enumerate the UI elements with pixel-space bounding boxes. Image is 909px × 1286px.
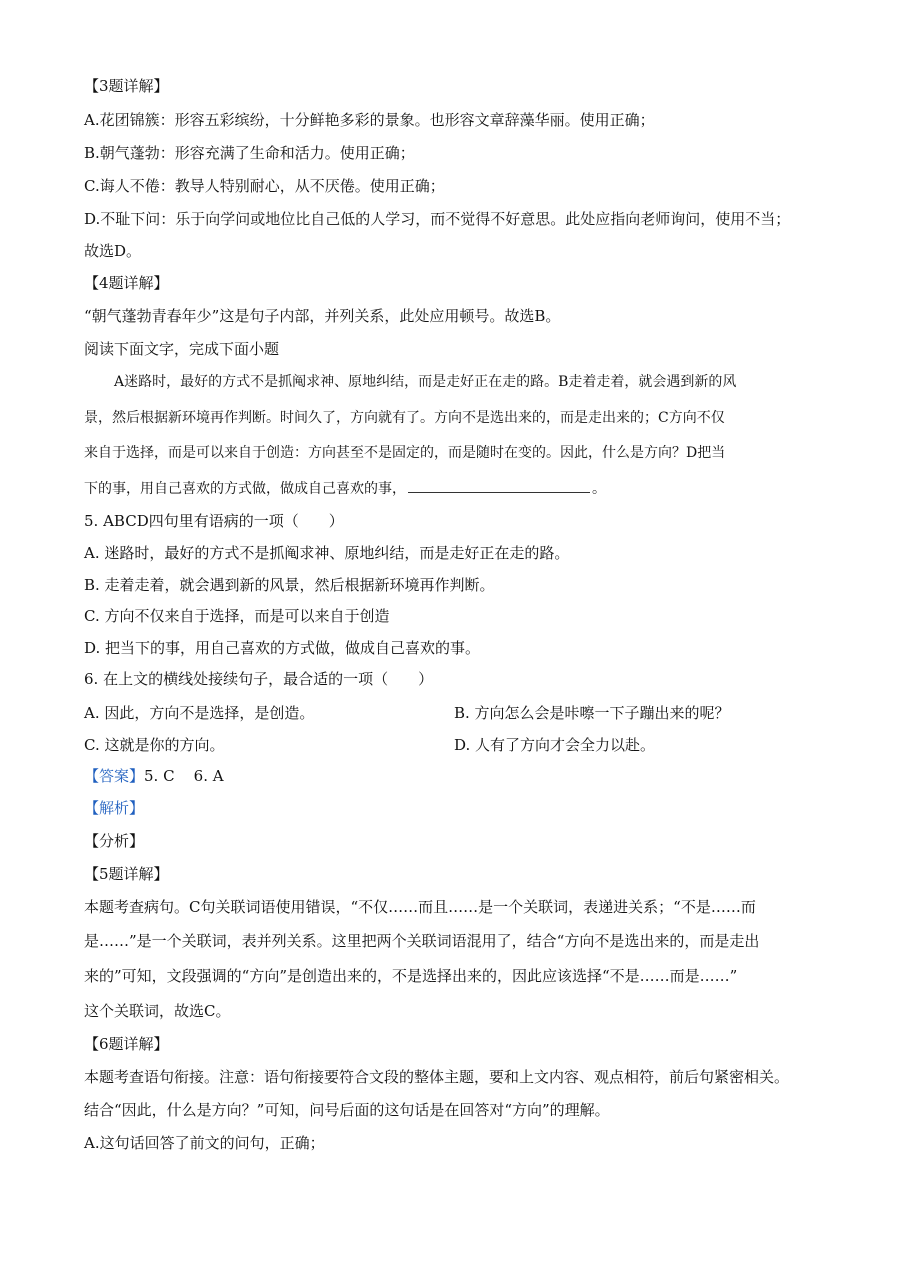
q4-heading: 【4题详解】 <box>84 274 169 292</box>
q3-option-c: C.诲人不倦：教导人特别耐心，从不厌倦。使用正确； <box>84 177 445 195</box>
q5-option-c: C. 方向不仅来自于选择，而是可以来自于创造 <box>84 607 390 625</box>
reading-instruction: 阅读下面文字，完成下面小题 <box>84 340 280 358</box>
passage-line-1: A迷路时，最好的方式不是抓阄求神、原地纠结，而是走好正在走的路。B走着走着，就会遇到新的风 <box>114 374 737 390</box>
answer-blank <box>408 478 590 493</box>
q6-option-b: B. 方向怎么会是咔嚓一下子蹦出来的呢？ <box>454 704 730 722</box>
q5-option-a: A. 迷路时，最好的方式不是抓阄求神、原地纠结，而是走好正在走的路。 <box>84 544 570 562</box>
passage-line-4 <box>84 478 606 499</box>
q6-detail-line-3: A.这句话回答了前文的问句，正确； <box>84 1134 325 1152</box>
passage-line-4-end: 。 <box>592 481 606 497</box>
q6-option-d: D. 人有了方向才会全力以赴。 <box>454 736 656 754</box>
q6-stem: 6. 在上文的横线处接续句子，最合适的一项（ ） <box>84 670 434 688</box>
q5-stem: 5. ABCD四句里有语病的一项（ ） <box>84 512 344 530</box>
q5-detail-line-1: 本题考查病句。C句关联词语使用错误，“不仅……而且……是一个关联词，表递进关系；“不是……而 <box>84 898 756 916</box>
q5-detail-line-3: 来的”可知，文段强调的“方向”是创造出来的，不是选择出来的，因此应该选择“不是……而是……” <box>84 967 738 985</box>
answer-line <box>84 766 224 786</box>
q5-detail-heading: 【5题详解】 <box>84 865 169 883</box>
q6-detail-line-2: 结合“因此，什么是方向？”可知，问号后面的这句话是在回答对“方向”的理解。 <box>84 1101 610 1119</box>
q5-option-d: D. 把当下的事，用自己喜欢的方式做，做成自己喜欢的事。 <box>84 639 481 657</box>
q6-option-a: A. 因此，方向不是选择，是创造。 <box>84 704 315 722</box>
q3-heading: 【3题详解】 <box>84 77 169 95</box>
q5-detail-line-4: 这个关联词，故选C。 <box>84 1002 231 1020</box>
q3-option-d: D.不耻下问：乐于向学问或地位比自己低的人学习，而不觉得不好意思。此处应指向老师询问，使用不当； <box>84 210 791 228</box>
fenxi-label: 【分析】 <box>84 832 145 850</box>
answer-value: 5. C 6. A <box>144 767 224 785</box>
passage-line-4-text: 下的事，用自己喜欢的方式做，做成自己喜欢的事， <box>84 481 406 497</box>
analysis-label: 【解析】 <box>84 799 145 817</box>
passage-line-2: 景，然后根据新环境再作判断。时间久了，方向就有了。方向不是选出来的，而是走出来的；C方向不仅 <box>84 410 725 426</box>
q5-option-b: B. 走着走着，就会遇到新的风景，然后根据新环境再作判断。 <box>84 576 495 594</box>
q6-option-c: C. 这就是你的方向。 <box>84 736 225 754</box>
q3-option-a: A.花团锦簇：形容五彩缤纷，十分鲜艳多彩的景象。也形容文章辞藻华丽。使用正确； <box>84 111 655 129</box>
q3-option-b: B.朝气蓬勃：形容充满了生命和活力。使用正确； <box>84 144 415 162</box>
q3-conclusion: 故选D。 <box>84 242 142 260</box>
q6-detail-heading: 【6题详解】 <box>84 1035 169 1053</box>
q6-detail-line-1: 本题考查语句衔接。注意：语句衔接要符合文段的整体主题，要和上文内容、观点相符，前后句紧密相关。 <box>84 1068 790 1086</box>
q5-detail-line-2: 是……”是一个关联词，表并列关系。这里把两个关联词语混用了，结合“方向不是选出来的，而是走出 <box>84 932 760 950</box>
q4-text: “朝气蓬勃青春年少”这是句子内部，并列关系，此处应用顿号。故选B。 <box>84 307 561 325</box>
passage-line-3: 来自于选择，而是可以来自于创造：方向甚至不是固定的，而是随时在变的。因此，什么是方向？D把当 <box>84 445 726 461</box>
answer-label: 【答案】 <box>84 767 145 785</box>
